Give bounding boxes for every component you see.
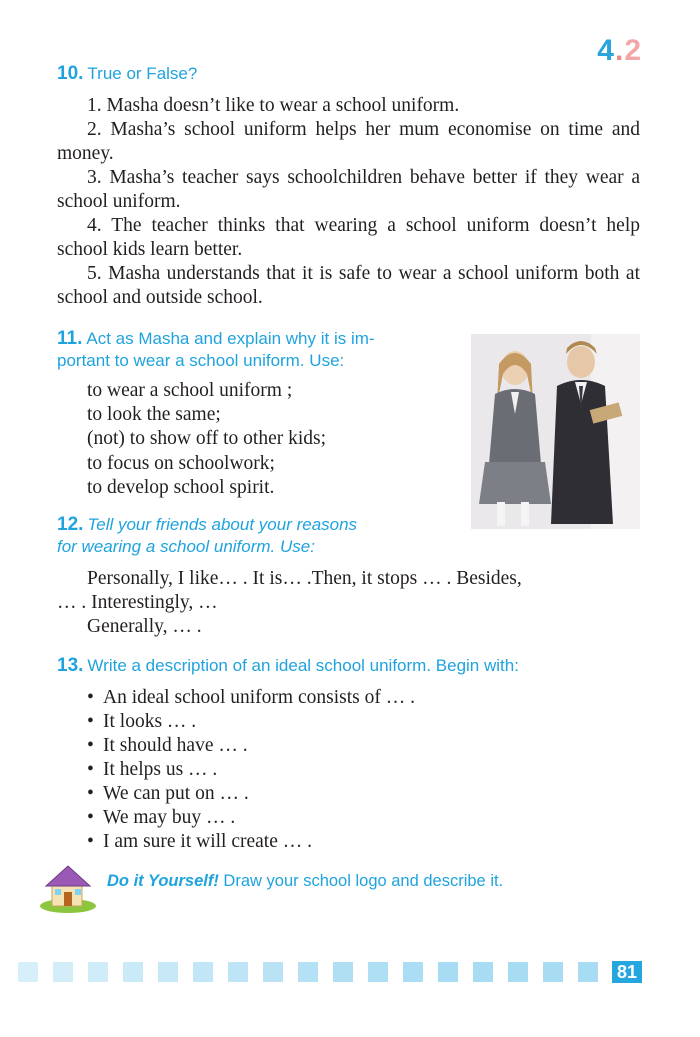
list-item: • It should have … . <box>87 735 248 756</box>
phrase-line: Personally, I like… . It is… .Then, it stops … . Besides, <box>87 568 522 589</box>
exercise-13-title: 13. Write a description of an ideal school uniform. Begin with: <box>57 655 519 676</box>
statement: 4. The teacher thinks that wearing a school uniform doesn’t help school kids learn better. <box>57 215 640 260</box>
list-item: • It looks … . <box>87 711 197 732</box>
house-icon <box>38 862 98 914</box>
students-photo <box>471 334 640 529</box>
statement: 1. Masha doesn’t like to wear a school uniform. <box>87 95 460 116</box>
phrase: to develop school spirit. <box>87 476 275 498</box>
phrase-line: … . Interestingly, … <box>57 592 218 613</box>
statement: 5. Masha understands that it is safe to wear a school uniform both at school and outside school. <box>57 263 640 308</box>
list-item: • It helps us … . <box>87 759 218 780</box>
phrase: to look the same; <box>87 404 221 426</box>
list-item: • I am sure it will create … . <box>87 831 313 852</box>
statement: 3. Masha’s teacher says schoolchildren behave better if they wear a school uniform. <box>57 167 640 212</box>
phrase: (not) to show off to other kids; <box>87 428 327 450</box>
exercise-10-title: 10. True or False? <box>57 63 198 84</box>
statement: 2. Masha’s school uniform helps her mum economise on time and money. <box>57 119 640 164</box>
exercise-13-starters <box>87 686 415 854</box>
exercise-12-title: 12. Tell your friends about your reasons for wearing a school uniform. Use: <box>57 514 358 556</box>
exercise-11-phrases <box>87 379 326 500</box>
phrase: to wear a school uniform ; <box>87 380 293 401</box>
phrase: to focus on schoolwork; <box>87 452 275 474</box>
unit-number: 4.2 <box>597 34 642 67</box>
footer-strip <box>18 962 608 982</box>
exercise-10-statements <box>57 94 640 310</box>
page-number: 81 <box>612 961 642 983</box>
list-item: • An ideal school uniform consists of … . <box>87 687 415 708</box>
exercise-11-title: 11. Act as Masha and explain why it is im- portant to wear a school uniform. Use: <box>57 328 375 370</box>
list-item: • We can put on … . <box>87 783 249 804</box>
exercise-12-phrases <box>57 567 640 639</box>
phrase-line: Generally, … . <box>87 616 202 637</box>
list-item: • We may buy … . <box>87 807 236 828</box>
do-it-yourself-task: Do it Yourself! Draw your school logo and describe it. <box>107 872 504 890</box>
